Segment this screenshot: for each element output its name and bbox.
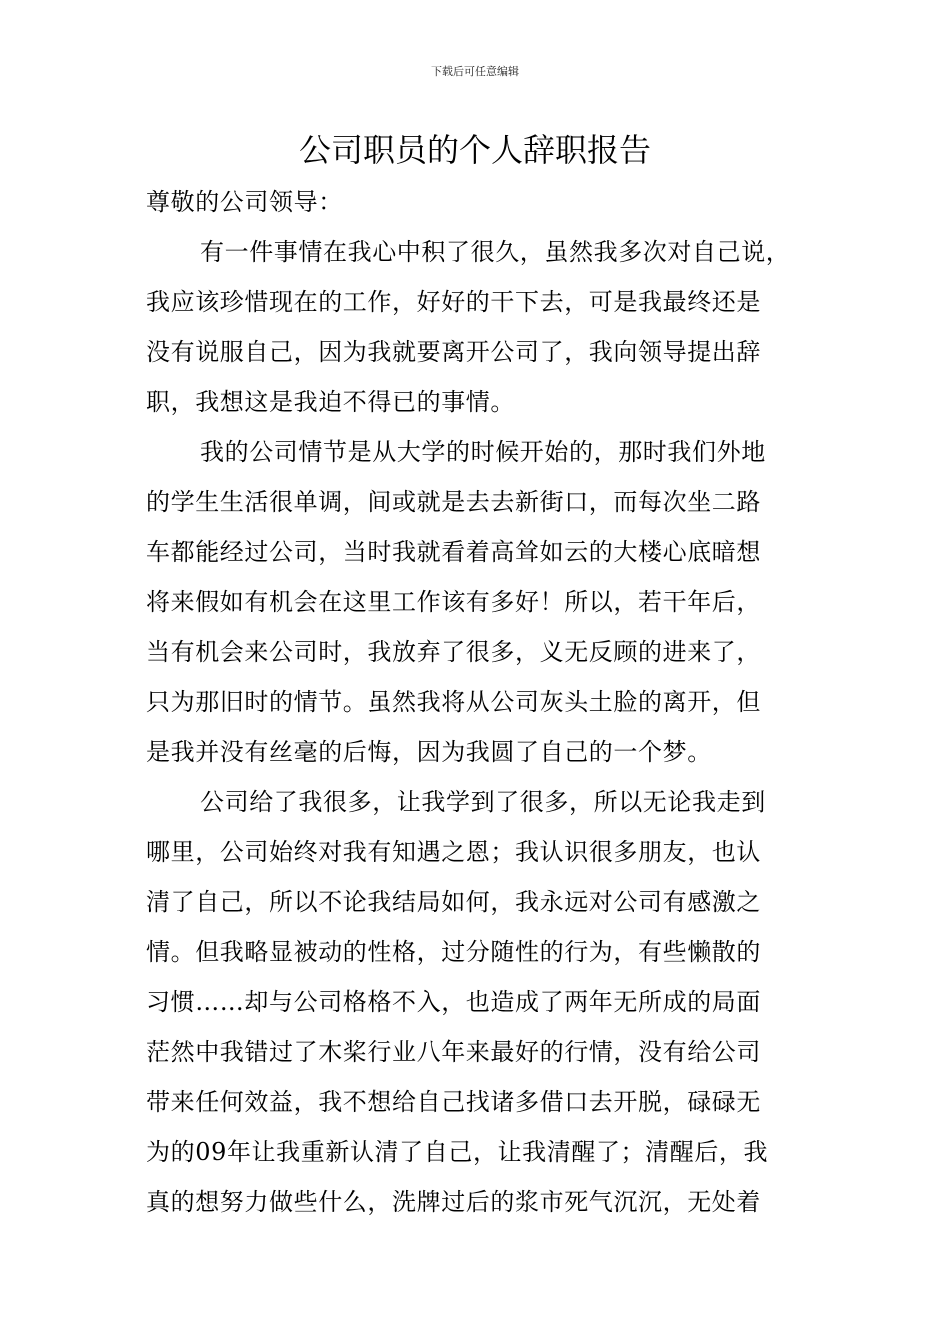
paragraph-line: 哪里，公司始终对我有知遇之恩；我认识很多朋友，也认 <box>146 838 761 866</box>
paragraph-2 <box>146 427 836 777</box>
paragraph-line: 是我并没有丝毫的后悔，因为我圆了自己的一个梦。 <box>146 738 712 766</box>
letter-body <box>146 177 836 1227</box>
paragraph-line: 公司给了我很多，让我学到了很多，所以无论我走到 <box>200 788 766 816</box>
paragraph-line: 茫然中我错过了木桨行业八年来最好的行情，没有给公司 <box>146 1038 761 1066</box>
paragraph-line: 我应该珍惜现在的工作，好好的干下去，可是我最终还是 <box>146 288 761 316</box>
paragraph-line: 真的想努力做些什么，洗牌过后的浆市死气沉沉，无处着 <box>146 1188 761 1216</box>
paragraph-line: 我的公司情节是从大学的时候开始的，那时我们外地 <box>200 438 766 466</box>
paragraph-line: 带来任何效益，我不想给自己找诸多借口去开脱，碌碌无 <box>146 1088 761 1116</box>
paragraph-line: 的学生生活很单调，间或就是去去新街口，而每次坐二路 <box>146 488 761 516</box>
paragraph-line: 为的09年让我重新认清了自己，让我清醒了；清醒后，我 <box>146 1138 769 1166</box>
paragraph-line: 情。但我略显被动的性格，过分随性的行为，有些懒散的 <box>146 938 761 966</box>
header-note: 下载后可任意编辑 <box>431 65 519 78</box>
paragraph-line: 习惯……却与公司格格不入，也造成了两年无所成的局面 <box>146 988 761 1016</box>
document-title: 公司职员的个人辞职报告 <box>298 131 651 169</box>
paragraph-line: 当有机会来公司时，我放弃了很多，义无反顾的进来了， <box>146 638 761 666</box>
salutation: 尊敬的公司领导： <box>146 188 343 216</box>
paragraph-line: 将来假如有机会在这里工作该有多好！所以，若干年后， <box>146 588 761 616</box>
paragraph-line: 车都能经过公司，当时我就看着高耸如云的大楼心底暗想 <box>146 538 761 566</box>
paragraph-1 <box>146 227 836 427</box>
paragraph-line: 没有说服自己，因为我就要离开公司了，我向领导提出辞 <box>146 338 761 366</box>
paragraph-line: 有一件事情在我心中积了很久，虽然我多次对自己说， <box>200 238 791 266</box>
paragraph-line: 清了自己，所以不论我结局如何，我永远对公司有感激之 <box>146 888 761 916</box>
paragraph-line: 只为那旧时的情节。虽然我将从公司灰头土脸的离开，但 <box>146 688 761 716</box>
paragraph-3 <box>146 777 836 1227</box>
paragraph-line: 职，我想这是我迫不得已的事情。 <box>146 388 515 416</box>
